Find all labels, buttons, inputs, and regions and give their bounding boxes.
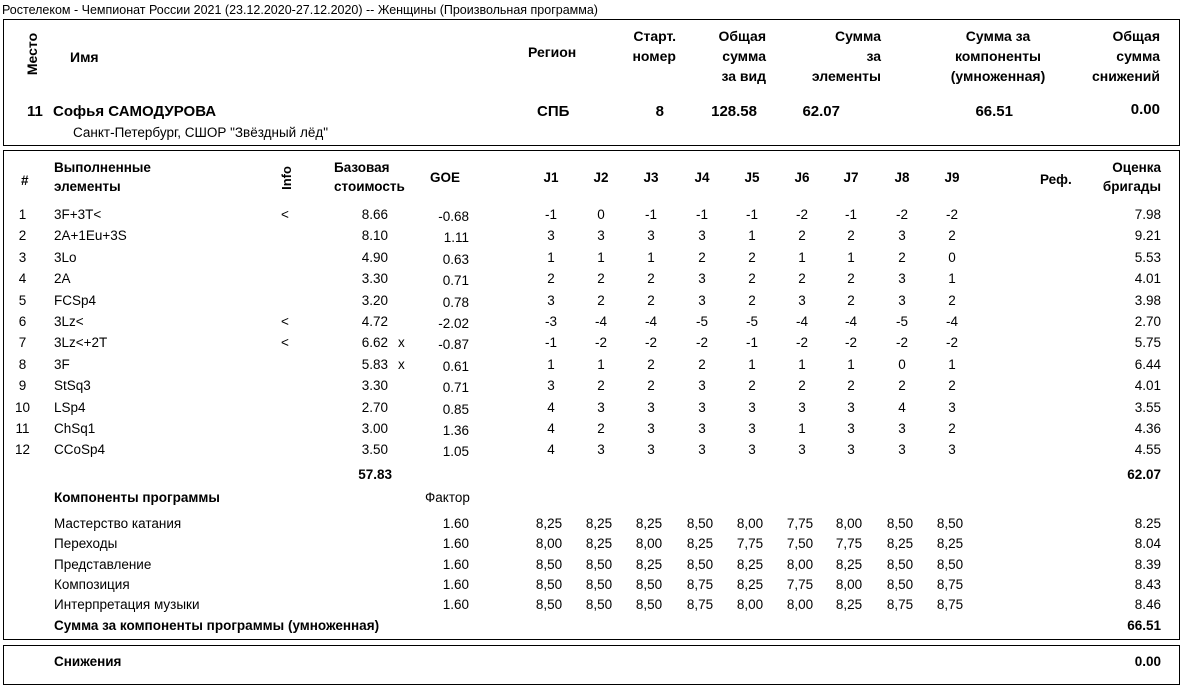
component-judge-score: 8,75	[936, 597, 964, 612]
element-number: 5	[18, 293, 27, 308]
component-factor: 1.60	[442, 536, 469, 551]
component-judge-score: 8,50	[635, 577, 663, 592]
component-judge-score: 8,00	[835, 516, 863, 531]
skater-name: Софья САМОДУРОВА	[53, 103, 217, 120]
judge-header-9: J9	[944, 170, 960, 185]
element-judge-score: -2	[594, 335, 607, 350]
deductions-label: Снижения	[54, 654, 122, 669]
element-judge-score: 3	[547, 293, 555, 308]
element-base-value: 6.62	[361, 335, 388, 350]
element-judge-score: -4	[795, 314, 808, 329]
element-judge-score: 3	[798, 400, 806, 415]
element-judge-score: 3	[698, 442, 706, 457]
deductions-total-header: Общая сумма снижений	[1091, 28, 1160, 84]
element-judge-score: 2	[798, 271, 806, 286]
element-judge-score: 4	[547, 400, 555, 415]
element-judge-score: 2	[948, 378, 956, 393]
component-judge-score: 8,50	[936, 557, 964, 572]
total-components-score: 66.51	[975, 103, 1013, 120]
component-score: 8.43	[1134, 577, 1161, 592]
component-judge-score: 8,25	[736, 577, 764, 592]
element-judge-score: 1	[798, 250, 806, 265]
component-factor: 1.60	[442, 516, 469, 531]
element-judge-score: -2	[844, 335, 857, 350]
element-number: 9	[18, 378, 27, 393]
element-judge-score: 3	[898, 293, 906, 308]
component-judge-score: 8,25	[535, 516, 563, 531]
components-sum-label: Сумма за компоненты программы (умноженная)	[54, 618, 380, 633]
element-judge-score: -3	[544, 314, 557, 329]
element-panel-score: 5.75	[1134, 335, 1161, 350]
element-panel-score: 6.44	[1134, 357, 1161, 372]
element-judge-score: 2	[798, 378, 806, 393]
element-panel-score: 2.70	[1134, 314, 1161, 329]
element-info: <	[281, 207, 289, 222]
element-name: FCSp4	[54, 293, 97, 308]
factor-header: Фактор	[425, 490, 470, 505]
element-judge-score: -5	[695, 314, 708, 329]
element-name: 3F+3T<	[54, 207, 102, 222]
element-judge-score: 2	[748, 293, 756, 308]
component-judge-score: 7,75	[736, 536, 764, 551]
name-header: Имя	[70, 49, 99, 65]
element-judge-score: 2	[798, 228, 806, 243]
element-number: 3	[18, 250, 27, 265]
element-judge-score: 3	[597, 400, 605, 415]
component-judge-score: 8,00	[786, 557, 814, 572]
element-judge-score: 3	[547, 228, 555, 243]
component-judge-score: 8,00	[736, 597, 764, 612]
component-judge-score: 8,75	[686, 597, 714, 612]
element-judge-score: 3	[748, 400, 756, 415]
component-judge-score: 8,50	[886, 577, 914, 592]
component-judge-score: 8,75	[886, 597, 914, 612]
element-number: 12	[14, 442, 31, 457]
element-judge-score: 2	[647, 378, 655, 393]
component-score: 8.04	[1134, 536, 1161, 551]
component-judge-score: 8,00	[786, 597, 814, 612]
element-base-value: 8.10	[361, 228, 388, 243]
component-name: Композиция	[54, 577, 130, 592]
component-judge-score: 8,25	[635, 516, 663, 531]
judge-header-5: J5	[744, 170, 760, 185]
component-judge-score: 7,75	[786, 516, 814, 531]
element-goe: 0.85	[442, 402, 469, 417]
skater-region: СПБ	[537, 103, 570, 120]
elements-score-total: 62.07	[1127, 467, 1161, 482]
judge-header-2: J2	[593, 170, 609, 185]
panel-score-header: Оценка бригады	[1102, 160, 1161, 194]
element-judge-score: 3	[597, 442, 605, 457]
element-judge-score: -4	[945, 314, 958, 329]
element-goe: 0.71	[442, 380, 469, 395]
element-judge-score: 2	[748, 250, 756, 265]
element-judge-score: 3	[847, 400, 855, 415]
component-judge-score: 8,00	[835, 577, 863, 592]
component-judge-score: 8,25	[635, 557, 663, 572]
components-title: Компоненты программы	[54, 490, 220, 505]
element-judge-score: 3	[698, 400, 706, 415]
judge-header-6: J6	[794, 170, 810, 185]
skater-rank: 11	[27, 103, 43, 120]
element-judge-score: 1	[948, 357, 956, 372]
component-score: 8.25	[1134, 516, 1161, 531]
judge-header-4: J4	[694, 170, 710, 185]
element-goe: 0.61	[442, 359, 469, 374]
element-judge-score: 0	[948, 250, 956, 265]
element-judge-score: 3	[597, 228, 605, 243]
element-panel-score: 7.98	[1134, 207, 1161, 222]
component-judge-score: 8,50	[886, 557, 914, 572]
component-judge-score: 8,50	[936, 516, 964, 531]
components-total-header: Сумма за компоненты (умноженная)	[950, 28, 1046, 84]
element-judge-score: 4	[547, 421, 555, 436]
component-judge-score: 8,50	[686, 557, 714, 572]
element-judge-score: -4	[844, 314, 857, 329]
element-judge-score: -1	[745, 335, 758, 350]
element-judge-score: 3	[948, 442, 956, 457]
element-judge-score: 3	[698, 421, 706, 436]
element-goe: -2.02	[438, 316, 469, 331]
element-number: 2	[18, 228, 27, 243]
element-judge-score: 2	[647, 293, 655, 308]
elements-bv-total: 57.83	[358, 467, 392, 482]
component-judge-score: 8,50	[535, 557, 563, 572]
element-judge-score: 1	[748, 357, 756, 372]
total-element-score: 62.07	[802, 103, 840, 120]
element-number: 8	[18, 357, 27, 372]
element-judge-score: 3	[547, 378, 555, 393]
element-judge-score: 3	[847, 442, 855, 457]
element-judge-score: 2	[847, 378, 855, 393]
element-judge-score: 3	[748, 442, 756, 457]
component-judge-score: 8,75	[936, 577, 964, 592]
deductions-value: 0.00	[1134, 654, 1161, 669]
element-judge-score: 4	[547, 442, 555, 457]
component-judge-score: 8,25	[686, 536, 714, 551]
element-judge-score: 1	[847, 250, 855, 265]
skater-start-number: 8	[655, 103, 664, 120]
element-base-value: 3.00	[361, 421, 388, 436]
element-judge-score: 1	[597, 357, 605, 372]
component-judge-score: 8,25	[936, 536, 964, 551]
element-name: CCoSp4	[54, 442, 106, 457]
element-judge-score: 3	[647, 442, 655, 457]
element-judge-score: 2	[948, 228, 956, 243]
element-judge-score: -2	[795, 207, 808, 222]
rank-header: Место	[24, 32, 40, 76]
element-number: 11	[15, 421, 30, 436]
element-judge-score: -5	[895, 314, 908, 329]
element-goe: -0.87	[438, 337, 469, 352]
element-judge-score: 2	[847, 271, 855, 286]
element-judge-score: 2	[698, 357, 706, 372]
components-sum: 66.51	[1127, 618, 1161, 633]
element-goe: 0.63	[442, 252, 469, 267]
element-name: ChSq1	[54, 421, 96, 436]
component-factor: 1.60	[442, 577, 469, 592]
element-judge-score: 2	[547, 271, 555, 286]
skater-club: Санкт-Петербург, СШОР "Звёздный лёд"	[73, 125, 329, 140]
element-panel-score: 4.01	[1134, 378, 1161, 393]
component-judge-score: 8,25	[835, 597, 863, 612]
element-judge-score: 3	[948, 400, 956, 415]
element-judge-score: 2	[898, 378, 906, 393]
element-judge-score: 1	[798, 421, 806, 436]
component-judge-score: 8,00	[736, 516, 764, 531]
element-name: 2A+1Eu+3S	[54, 228, 127, 243]
component-judge-score: 7,75	[835, 536, 863, 551]
element-panel-score: 3.98	[1134, 293, 1161, 308]
executed-elements-header: Выполненные элементы	[54, 160, 151, 194]
element-judge-score: -1	[544, 207, 557, 222]
judge-header-8: J8	[894, 170, 910, 185]
element-name: 3Lz<+2T	[54, 335, 108, 350]
element-number: 4	[18, 271, 27, 286]
component-factor: 1.60	[442, 597, 469, 612]
element-base-value: 3.50	[361, 442, 388, 457]
judge-header-7: J7	[843, 170, 859, 185]
element-judge-score: -1	[695, 207, 708, 222]
element-judge-score: -2	[895, 207, 908, 222]
element-info: <	[281, 314, 289, 329]
element-judge-score: 2	[847, 293, 855, 308]
element-base-value: 4.72	[361, 314, 388, 329]
num-header: #	[21, 173, 29, 188]
element-base-value: 4.90	[361, 250, 388, 265]
element-judge-score: 2	[748, 271, 756, 286]
element-judge-score: 3	[898, 271, 906, 286]
element-base-value: 8.66	[361, 207, 388, 222]
element-judge-score: -2	[644, 335, 657, 350]
element-judge-score: 1	[597, 250, 605, 265]
judge-header-1: J1	[543, 170, 559, 185]
element-name: 3Lo	[54, 250, 77, 265]
element-panel-score: 4.36	[1134, 421, 1161, 436]
component-judge-score: 8,50	[585, 597, 613, 612]
component-name: Мастерство катания	[54, 516, 182, 531]
element-judge-score: 2	[597, 421, 605, 436]
element-judge-score: 2	[647, 271, 655, 286]
element-number: 1	[18, 207, 27, 222]
element-judge-score: -2	[795, 335, 808, 350]
element-judge-score: 2	[948, 293, 956, 308]
element-base-value: 2.70	[361, 400, 388, 415]
element-judge-score: 3	[798, 442, 806, 457]
component-judge-score: 8,75	[686, 577, 714, 592]
element-judge-score: 3	[847, 421, 855, 436]
element-base-value: 3.20	[361, 293, 388, 308]
element-panel-score: 5.53	[1134, 250, 1161, 265]
element-judge-score: -1	[644, 207, 657, 222]
element-name: LSp4	[54, 400, 86, 415]
element-judge-score: -1	[844, 207, 857, 222]
element-judge-score: 2	[898, 250, 906, 265]
element-judge-score: 1	[748, 228, 756, 243]
element-judge-score: -5	[745, 314, 758, 329]
deductions-box	[3, 645, 1180, 685]
component-judge-score: 8,25	[585, 536, 613, 551]
element-judge-score: -1	[544, 335, 557, 350]
element-base-value: 3.30	[361, 271, 388, 286]
goe-header: GOE	[430, 170, 461, 185]
element-goe: 1.11	[443, 230, 469, 245]
component-score: 8.39	[1134, 557, 1161, 572]
element-judge-score: 3	[698, 293, 706, 308]
element-judge-score: 3	[647, 400, 655, 415]
element-judge-score: 2	[597, 378, 605, 393]
element-bonus-mark: x	[398, 357, 405, 372]
element-judge-score: 1	[647, 250, 655, 265]
element-judge-score: -2	[695, 335, 708, 350]
element-judge-score: 2	[847, 228, 855, 243]
judge-header-3: J3	[643, 170, 659, 185]
element-judge-score: -2	[895, 335, 908, 350]
component-judge-score: 8,25	[585, 516, 613, 531]
element-judge-score: 3	[898, 228, 906, 243]
element-base-value: 5.83	[361, 357, 388, 372]
component-judge-score: 8,50	[535, 597, 563, 612]
element-judge-score: 0	[597, 207, 605, 222]
element-judge-score: 2	[948, 421, 956, 436]
element-judge-score: 1	[547, 250, 555, 265]
element-judge-score: 3	[698, 228, 706, 243]
element-judge-score: 2	[597, 271, 605, 286]
component-judge-score: 8,50	[635, 597, 663, 612]
element-goe: 1.05	[442, 444, 469, 459]
page-title: Ростелеком - Чемпионат России 2021 (23.12.2020-27.12.2020) -- Женщины (Произвольная программа)	[2, 3, 598, 17]
element-base-value: 3.30	[361, 378, 388, 393]
element-judge-score: -1	[745, 207, 758, 222]
element-judge-score: 3	[647, 421, 655, 436]
element-number: 7	[18, 335, 27, 350]
element-judge-score: 1	[547, 357, 555, 372]
element-bonus-mark: x	[398, 335, 405, 350]
component-judge-score: 8,25	[736, 557, 764, 572]
component-name: Представление	[54, 557, 152, 572]
element-judge-score: 3	[647, 228, 655, 243]
element-judge-score: 1	[948, 271, 956, 286]
total-segment-header: Общая сумма за вид	[718, 28, 766, 84]
total-deductions: 0.00	[1130, 101, 1160, 118]
component-judge-score: 8,50	[585, 577, 613, 592]
component-judge-score: 8,50	[886, 516, 914, 531]
base-value-header: Базовая стоимость	[334, 160, 405, 194]
element-judge-score: 3	[898, 421, 906, 436]
element-judge-score: 3	[898, 442, 906, 457]
start-number-header: Старт. номер	[632, 28, 676, 64]
element-name: 3Lz<	[54, 314, 84, 329]
element-judge-score: 4	[898, 400, 906, 415]
element-judge-score: 3	[698, 271, 706, 286]
region-header: Регион	[528, 44, 577, 60]
ref-header: Реф.	[1040, 172, 1072, 187]
element-name: 2A	[54, 271, 71, 286]
component-score: 8.46	[1134, 597, 1161, 612]
component-judge-score: 8,00	[535, 536, 563, 551]
component-judge-score: 7,50	[786, 536, 814, 551]
element-judge-score: 2	[597, 293, 605, 308]
element-judge-score: -2	[945, 335, 958, 350]
component-name: Переходы	[54, 536, 118, 551]
element-judge-score: -4	[594, 314, 607, 329]
component-name: Интерпретация музыки	[54, 597, 200, 612]
element-panel-score: 4.01	[1134, 271, 1161, 286]
component-judge-score: 7,75	[786, 577, 814, 592]
element-goe: -0.68	[438, 209, 469, 224]
element-judge-score: 3	[698, 378, 706, 393]
element-judge-score: 3	[798, 293, 806, 308]
component-judge-score: 8,25	[886, 536, 914, 551]
element-number: 6	[18, 314, 27, 329]
element-judge-score: 2	[698, 250, 706, 265]
component-judge-score: 8,50	[686, 516, 714, 531]
component-factor: 1.60	[442, 557, 469, 572]
component-judge-score: 8,25	[835, 557, 863, 572]
info-header: Info	[279, 166, 294, 190]
component-judge-score: 8,00	[635, 536, 663, 551]
element-judge-score: 2	[748, 378, 756, 393]
element-info: <	[281, 335, 289, 350]
element-judge-score: 1	[798, 357, 806, 372]
total-segment-score: 128.58	[711, 103, 757, 120]
element-number: 10	[14, 400, 31, 415]
element-panel-score: 9.21	[1134, 228, 1161, 243]
element-goe: 1.36	[442, 423, 469, 438]
element-name: 3F	[54, 357, 70, 372]
element-judge-score: -2	[945, 207, 958, 222]
element-judge-score: 0	[898, 357, 906, 372]
element-judge-score: 3	[748, 421, 756, 436]
element-judge-score: -4	[644, 314, 657, 329]
element-goe: 0.78	[442, 295, 469, 310]
element-name: StSq3	[54, 378, 91, 393]
element-panel-score: 3.55	[1134, 400, 1161, 415]
component-judge-score: 8,50	[585, 557, 613, 572]
element-judge-score: 2	[647, 357, 655, 372]
element-judge-score: 1	[847, 357, 855, 372]
elements-total-header: Сумма за элементы	[811, 28, 881, 84]
element-panel-score: 4.55	[1134, 442, 1161, 457]
component-judge-score: 8,50	[535, 577, 563, 592]
element-goe: 0.71	[442, 273, 469, 288]
